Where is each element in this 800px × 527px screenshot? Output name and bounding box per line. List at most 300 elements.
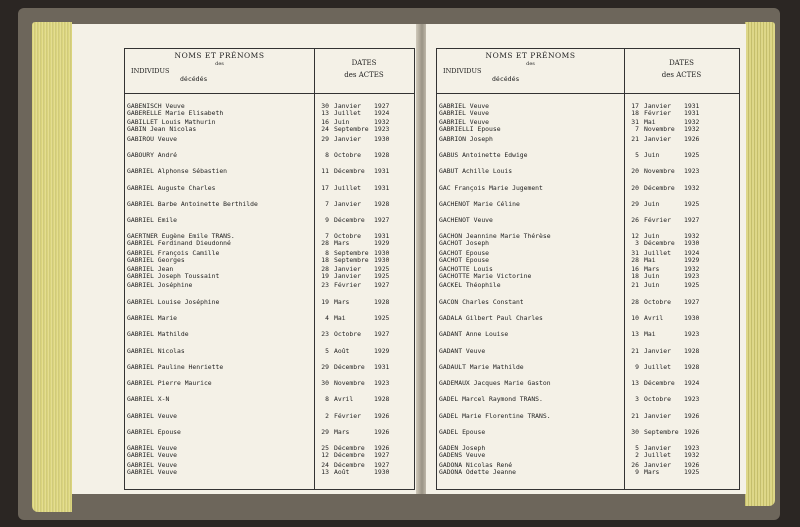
right-header-dates: [624, 55, 739, 79]
entry-name: GADEN Joseph: [439, 444, 486, 453]
entry-day: 19: [321, 272, 329, 280]
entry-day: 28: [321, 239, 329, 248]
entry-name: GABUS Antoinette Edwige: [439, 150, 528, 159]
entry-date: [315, 331, 389, 338]
entry-month: Octobre: [334, 232, 361, 241]
entry-name: GABRIEL Joséphine: [127, 281, 193, 290]
entry-name: GACHOT Joseph: [439, 239, 490, 248]
entry-date: [625, 201, 699, 208]
entry-day: 5: [635, 444, 639, 453]
entry-day: 5: [325, 346, 329, 355]
entry-date: [315, 240, 389, 247]
entry-name: GACHOTTE Louis: [439, 265, 493, 273]
entry-month: Janvier: [334, 272, 361, 280]
entry-day: 21: [631, 346, 639, 355]
entry-name: GADEL Epouse: [439, 428, 486, 436]
entry-name: GACON Charles Constant: [439, 297, 524, 306]
entry-year: 1926: [374, 444, 390, 453]
entry-year: 1926: [684, 411, 700, 420]
entry-name: GABRIEL Mathilde: [127, 330, 189, 339]
entry-date: [625, 168, 699, 175]
entry-day: 8: [325, 150, 329, 159]
entry-name: GABILLET Louis Mathurin: [127, 118, 216, 127]
entry-month: Janvier: [334, 199, 361, 208]
entry-month: Avril: [334, 395, 354, 404]
entry-date: [625, 299, 699, 306]
entry-day: 9: [635, 362, 639, 371]
entry-day: 7: [325, 199, 329, 208]
entry-year: 1927: [684, 297, 700, 306]
entry-date: [315, 185, 389, 192]
entry-name: GABRIEL Veuve: [127, 460, 178, 469]
entry-name: GACHON Jeannine Marie Thérèse: [439, 232, 551, 241]
entry-day: 31: [631, 248, 639, 257]
entry-day: 26: [631, 216, 639, 225]
entry-date: [315, 136, 389, 143]
entry-year: 1931: [684, 109, 700, 117]
entry-name: GABRIEL Veuve: [127, 444, 178, 453]
entry-month: Juin: [334, 118, 350, 127]
entry-month: Février: [644, 216, 671, 225]
entry-date: [625, 282, 699, 289]
entry-day: 7: [325, 232, 329, 241]
entry-year: 1927: [374, 451, 390, 460]
entry-year: 1931: [374, 167, 390, 176]
entry-date: [625, 396, 699, 403]
entry-month: Janvier: [644, 134, 671, 143]
entry-day: 29: [631, 199, 639, 208]
entry-day: 21: [631, 411, 639, 420]
entry-year: 1925: [684, 150, 700, 159]
entry-name: GADANT Anne Louise: [439, 330, 509, 339]
entry-day: 18: [631, 272, 639, 280]
entry-date: [315, 126, 389, 133]
entry-day: 11: [321, 167, 329, 176]
entry-year: 1931: [374, 362, 390, 371]
entry-day: 2: [635, 451, 639, 460]
entry-day: 25: [321, 444, 329, 453]
right-header-dates-title: DATES: [669, 59, 694, 67]
entry-name: GACHOT Epouse: [439, 255, 490, 264]
entry-day: 20: [631, 183, 639, 192]
left-page: [72, 24, 418, 494]
entry-year: 1927: [374, 216, 390, 225]
entry-date: [315, 348, 389, 355]
entry-name: GABRIEL Auguste Charles: [127, 183, 216, 192]
entry-year: 1932: [684, 183, 700, 192]
entry-month: Septembre: [644, 428, 679, 436]
right-table: [436, 48, 740, 490]
entry-day: 9: [635, 467, 639, 476]
entry-day: 3: [635, 395, 639, 404]
entry-name: GABERELLE Marie Elisabeth: [127, 109, 224, 117]
entry-date: [315, 413, 389, 420]
entry-year: 1923: [374, 125, 390, 134]
entry-name: GAERTNER Eugène Emile TRANS.: [127, 232, 235, 241]
left-header-acts: des ACTES: [344, 71, 384, 79]
entry-day: 20: [631, 167, 639, 176]
entry-month: Septembre: [334, 125, 369, 134]
entry-date: [625, 257, 699, 264]
entry-day: 4: [325, 313, 329, 322]
entry-year: 1927: [374, 281, 390, 290]
entry-month: Janvier: [644, 102, 671, 110]
entry-day: 12: [321, 451, 329, 460]
entry-year: 1928: [374, 150, 390, 159]
entry-month: Décembre: [644, 183, 675, 192]
entry-year: 1932: [684, 232, 700, 241]
right-header-sub: des: [526, 61, 535, 67]
entry-name: GABOURY André: [127, 150, 178, 159]
left-header-individus: INDIVIDUS: [131, 67, 170, 75]
entry-month: Décembre: [644, 379, 675, 388]
entry-month: Janvier: [334, 134, 361, 143]
entry-month: Février: [644, 109, 671, 117]
entry-day: 17: [631, 102, 639, 110]
entry-name: GACHOTTE Marie Victorine: [439, 272, 532, 280]
entry-date: [315, 168, 389, 175]
entry-day: 19: [321, 297, 329, 306]
entry-month: Janvier: [644, 411, 671, 420]
entry-day: 29: [321, 134, 329, 143]
entry-year: 1927: [374, 330, 390, 339]
entry-name: GABRIEL Epouse: [127, 428, 181, 436]
entry-day: 21: [631, 281, 639, 290]
entry-month: Juin: [644, 150, 660, 159]
entry-date: [315, 282, 389, 289]
entry-month: Septembre: [334, 248, 369, 257]
entry-year: 1928: [684, 362, 700, 371]
entry-day: 10: [631, 313, 639, 322]
entry-day: 9: [325, 216, 329, 225]
entry-name: GADEMAUX Jacques Marie Gaston: [439, 379, 551, 388]
entry-month: Mai: [644, 330, 656, 339]
entry-day: 16: [631, 265, 639, 273]
entry-year: 1924: [684, 248, 700, 257]
entry-name: GABRIEL Joseph Toussaint: [127, 272, 220, 280]
entry-year: 1923: [374, 379, 390, 388]
entry-day: 13: [321, 109, 329, 117]
entry-name: GABRIEL Pauline Henriette: [127, 362, 224, 371]
entry-year: 1925: [684, 199, 700, 208]
entry-month: Août: [334, 467, 350, 476]
entry-day: 24: [321, 460, 329, 469]
entry-name: GABIN Jean Nicolas: [127, 125, 197, 134]
entry-month: Avril: [644, 313, 664, 322]
entry-date: [625, 452, 699, 459]
page-edges-left: [32, 22, 72, 512]
entry-day: 8: [325, 248, 329, 257]
entry-date: [625, 126, 699, 133]
entry-day: 2: [325, 411, 329, 420]
entry-year: 1928: [684, 346, 700, 355]
entry-day: 5: [635, 150, 639, 159]
entry-year: 1926: [684, 428, 700, 436]
entry-year: 1925: [374, 265, 390, 273]
entry-month: Décembre: [334, 167, 365, 176]
entry-date: [625, 331, 699, 338]
entry-month: Décembre: [644, 239, 675, 248]
entry-date: [625, 315, 699, 322]
entry-day: 12: [631, 232, 639, 241]
entry-month: Mars: [334, 428, 350, 436]
entry-year: 1929: [374, 239, 390, 248]
entry-month: Mai: [644, 118, 656, 127]
entry-month: Mars: [644, 467, 660, 476]
entry-name: GABRIEL Veuve: [439, 102, 490, 110]
entry-date: [315, 452, 389, 459]
entry-month: Octobre: [334, 330, 361, 339]
entry-date: [625, 429, 699, 436]
entry-day: 30: [631, 428, 639, 436]
left-header-names: [125, 51, 314, 83]
entry-year: 1930: [374, 134, 390, 143]
entry-date: [625, 110, 699, 117]
entry-name: GABRIEL X-N: [127, 395, 170, 404]
entry-name: GABRIEL Nicolas: [127, 346, 185, 355]
entry-month: Décembre: [334, 444, 365, 453]
entry-year: 1926: [684, 134, 700, 143]
entry-day: 28: [321, 265, 329, 273]
entry-name: GABRIEL Louise Joséphine: [127, 297, 220, 306]
entry-day: 21: [631, 134, 639, 143]
entry-year: 1923: [684, 330, 700, 339]
entry-month: Décembre: [334, 216, 365, 225]
entry-year: 1928: [374, 199, 390, 208]
entry-month: Juillet: [334, 109, 361, 117]
entry-month: Juillet: [644, 451, 671, 460]
entry-month: Juin: [644, 232, 660, 241]
entry-year: 1925: [374, 313, 390, 322]
entry-date: [625, 185, 699, 192]
entry-month: Décembre: [334, 362, 365, 371]
entry-date: [625, 380, 699, 387]
entry-name: GABRION Joseph: [439, 134, 493, 143]
entry-name: GADALA Gilbert Paul Charles: [439, 313, 543, 322]
entry-date: [625, 136, 699, 143]
entry-name: GABRIEL Emile: [127, 216, 178, 225]
entry-day: 23: [321, 281, 329, 290]
left-header-rule: [125, 93, 414, 94]
entry-name: GABRIEL Veuve: [127, 411, 178, 420]
right-header-individus: INDIVIDUS: [443, 67, 482, 75]
entry-year: 1923: [684, 272, 700, 280]
entry-day: 7: [635, 125, 639, 134]
entry-name: GADONA Nicolas René: [439, 460, 513, 469]
entry-name: GABRIEL Ferdinand Dieudonné: [127, 239, 231, 248]
entry-year: 1926: [374, 428, 390, 436]
entry-name: GADEL Marie Florentine TRANS.: [439, 411, 551, 420]
entry-year: 1932: [374, 118, 390, 127]
entry-date: [315, 152, 389, 159]
entry-date: [315, 364, 389, 371]
entry-name: GABRIELLI Epouse: [439, 125, 501, 134]
entry-name: GABENISCH Veuve: [127, 102, 185, 110]
entry-year: 1925: [374, 272, 390, 280]
left-header-dates-title: DATES: [351, 59, 377, 67]
entry-year: 1930: [374, 467, 390, 476]
entry-month: Mai: [644, 255, 656, 264]
entry-day: 31: [631, 118, 639, 127]
entry-date: [625, 469, 699, 476]
entry-month: Juin: [644, 281, 660, 290]
entry-name: GADEL Marcel Raymond TRANS.: [439, 395, 543, 404]
entry-year: 1929: [684, 255, 700, 264]
entry-name: GADENS Veuve: [439, 451, 486, 460]
entry-year: 1923: [684, 444, 700, 453]
entry-date: [315, 469, 389, 476]
entry-name: GABRIEL François Camille: [127, 248, 220, 257]
entry-month: Octobre: [644, 395, 671, 404]
entry-year: 1930: [684, 313, 700, 322]
entry-day: 18: [321, 255, 329, 264]
right-header-title: NOMS ET PRÉNOMS: [485, 51, 576, 60]
entry-day: 29: [321, 362, 329, 371]
entry-month: Juin: [644, 272, 660, 280]
entry-name: GABRIEL Jean: [127, 265, 174, 273]
entry-month: Janvier: [644, 460, 671, 469]
entry-date: [625, 273, 699, 280]
entry-year: 1923: [684, 395, 700, 404]
entry-date: [625, 364, 699, 371]
entry-month: Décembre: [334, 460, 365, 469]
left-header-deceased: décédés: [180, 75, 208, 83]
entry-year: 1927: [374, 460, 390, 469]
entry-year: 1925: [684, 281, 700, 290]
entry-date: [625, 240, 699, 247]
entry-month: Décembre: [334, 451, 365, 460]
entry-month: Février: [334, 281, 361, 290]
left-header-dates: [314, 55, 414, 79]
entry-name: GACHOT Epouse: [439, 248, 490, 257]
entry-name: GADONA Odette Jeanne: [439, 467, 516, 476]
entry-date: [625, 413, 699, 420]
entry-date: [625, 152, 699, 159]
entry-year: 1931: [684, 102, 700, 110]
entry-name: GABRIEL Pierre Maurice: [127, 379, 212, 388]
entry-year: 1924: [684, 379, 700, 388]
entry-day: 28: [631, 255, 639, 264]
entry-month: Février: [334, 411, 361, 420]
entry-date: [315, 429, 389, 436]
entry-name: GABRIEL Veuve: [127, 451, 178, 460]
entry-day: 16: [321, 118, 329, 127]
entry-name: GACHENOT Marie Céline: [439, 199, 520, 208]
entry-name: GABRIEL Veuve: [439, 118, 490, 127]
entry-day: 18: [631, 109, 639, 117]
entry-month: Janvier: [644, 346, 671, 355]
entry-year: 1926: [684, 460, 700, 469]
entry-year: 1931: [374, 232, 390, 241]
entry-name: GABRIEL Veuve: [439, 109, 490, 117]
entry-name: GABRIEL Veuve: [127, 467, 178, 476]
entry-date: [315, 380, 389, 387]
entry-year: 1929: [374, 346, 390, 355]
entry-name: GACHENOT Veuve: [439, 216, 493, 225]
entry-date: [315, 315, 389, 322]
entry-day: 8: [325, 395, 329, 404]
left-table: [124, 48, 415, 490]
entry-month: Août: [334, 346, 350, 355]
page-edges-right: [745, 22, 775, 506]
right-header-rule: [437, 93, 739, 94]
entry-year: 1932: [684, 118, 700, 127]
entry-day: 17: [321, 183, 329, 192]
entry-year: 1927: [684, 216, 700, 225]
entry-month: Juillet: [334, 183, 361, 192]
entry-date: [625, 348, 699, 355]
entry-name: GABUT Achille Louis: [439, 167, 513, 176]
entry-day: 24: [321, 125, 329, 134]
entry-year: 1923: [684, 167, 700, 176]
entry-date: [315, 110, 389, 117]
entry-year: 1928: [374, 297, 390, 306]
entry-month: Mars: [334, 239, 350, 248]
entry-month: Janvier: [334, 265, 361, 273]
entry-year: 1932: [684, 125, 700, 134]
entry-year: 1930: [374, 255, 390, 264]
entry-year: 1928: [374, 395, 390, 404]
entry-name: GAC François Marie Jugement: [439, 183, 543, 192]
entry-name: GACKEL Théophile: [439, 281, 501, 290]
entry-year: 1925: [684, 467, 700, 476]
entry-month: Mars: [644, 265, 660, 273]
entry-day: 30: [321, 379, 329, 388]
entry-name: GABRIEL Alphonse Sébastien: [127, 167, 228, 176]
entry-year: 1924: [374, 109, 390, 117]
entry-name: GABRIEL Barbe Antoinette Berthilde: [127, 199, 258, 208]
entry-month: Mai: [334, 313, 346, 322]
entry-month: Novembre: [644, 167, 675, 176]
left-header-title: NOMS ET PRÉNOMS: [174, 51, 265, 60]
entry-date: [315, 273, 389, 280]
entry-date: [625, 217, 699, 224]
entry-date: [315, 257, 389, 264]
entry-month: Janvier: [334, 102, 361, 110]
entry-month: Mars: [334, 297, 350, 306]
entry-year: 1930: [684, 239, 700, 248]
entry-month: Juillet: [644, 248, 671, 257]
entry-year: 1932: [684, 451, 700, 460]
right-header-names: [437, 51, 624, 83]
entry-day: 30: [321, 102, 329, 110]
entry-date: [315, 396, 389, 403]
entry-month: Octobre: [644, 297, 671, 306]
entry-month: Juillet: [644, 362, 671, 371]
entry-day: 3: [635, 239, 639, 248]
entry-day: 28: [631, 297, 639, 306]
entry-day: 13: [631, 330, 639, 339]
left-header-sub: des: [215, 61, 224, 67]
entry-month: Novembre: [334, 379, 365, 388]
entry-year: 1930: [374, 248, 390, 257]
entry-month: Janvier: [644, 444, 671, 453]
right-header-acts: des ACTES: [661, 71, 702, 79]
entry-year: 1932: [684, 265, 700, 273]
entry-date: [315, 201, 389, 208]
entry-name: GABRIEL Georges: [127, 255, 185, 264]
entry-day: 29: [321, 428, 329, 436]
right-header-deceased: décédés: [492, 75, 520, 83]
entry-name: GABIROU Veuve: [127, 134, 178, 143]
entry-year: 1931: [374, 183, 390, 192]
entry-name: GADANT Veuve: [439, 346, 486, 355]
right-page: [426, 24, 746, 494]
entry-month: Novembre: [644, 125, 675, 134]
entry-day: 13: [321, 467, 329, 476]
entry-month: Octobre: [334, 150, 361, 159]
entry-day: 26: [631, 460, 639, 469]
